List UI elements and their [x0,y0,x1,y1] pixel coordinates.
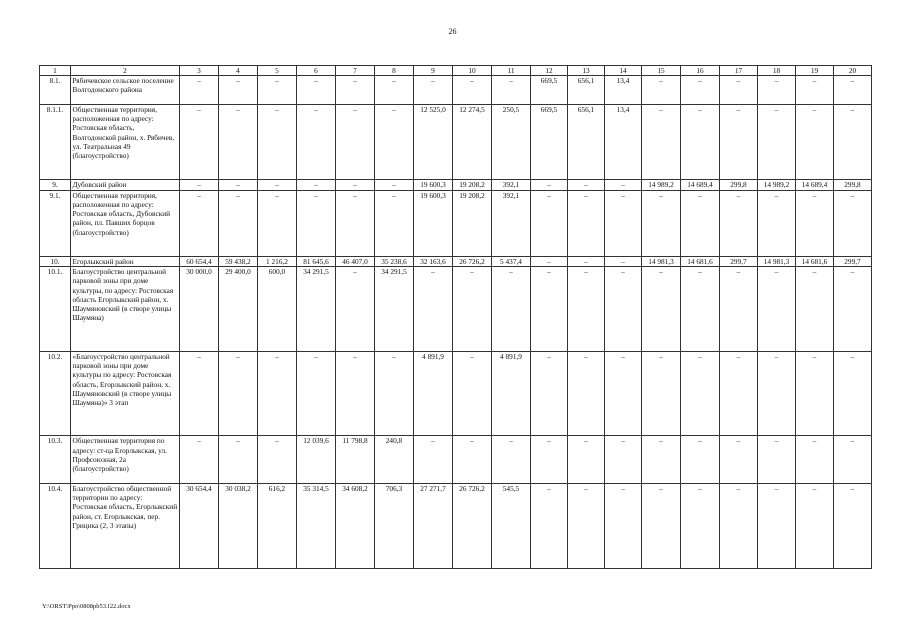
header-cell: 8 [375,66,414,76]
value-cell: – [681,190,720,256]
header-cell: 16 [681,66,720,76]
value-cell: – [492,266,531,351]
value-cell: 35 238,6 [375,256,414,266]
value-cell: – [758,483,796,568]
row-name-cell: Общественная территория, расположенная по адресу: Ростовская область, Волгодонской район, х. Рябичев, ул. Театральная 49 (благоустройство) [71,104,180,179]
value-cell: – [414,76,453,105]
value-cell: 59 438,2 [219,256,258,266]
value-cell: – [219,190,258,256]
value-cell: – [758,436,796,484]
value-cell: – [453,266,492,351]
header-row [40,66,872,76]
value-cell: – [531,180,568,190]
value-cell: 600,0 [258,266,297,351]
value-cell: – [605,351,642,436]
table-row [40,104,872,179]
value-cell: 14 981,3 [758,256,796,266]
value-cell: – [375,76,414,105]
value-cell: 299,8 [720,180,758,190]
value-cell: – [681,266,720,351]
value-cell: 669,5 [531,104,568,179]
value-cell: – [758,266,796,351]
header-cell: 5 [258,66,297,76]
header-cell: 9 [414,66,453,76]
row-number-cell: 10.4. [40,483,71,568]
value-cell: 19 600,3 [414,180,453,190]
value-cell: – [605,436,642,484]
value-cell: – [796,266,834,351]
row-number-cell: 10.2. [40,351,71,436]
value-cell: – [720,436,758,484]
value-cell: – [219,76,258,105]
value-cell: – [297,180,336,190]
value-cell: – [720,104,758,179]
header-cell: 18 [758,66,796,76]
value-cell: – [258,180,297,190]
table-row [40,351,872,436]
value-cell: – [336,190,375,256]
value-cell: 34 291,5 [297,266,336,351]
value-cell: – [531,256,568,266]
row-number-cell: 10.1. [40,266,71,351]
value-cell: – [453,436,492,484]
value-cell: – [758,104,796,179]
value-cell: 81 645,6 [297,256,336,266]
header-cell: 12 [531,66,568,76]
value-cell: 392,1 [492,190,531,256]
row-number-cell: 10.3. [40,436,71,484]
value-cell: – [568,180,605,190]
data-table [39,65,872,569]
value-cell: – [758,351,796,436]
header-cell: 7 [336,66,375,76]
value-cell: 14 989,2 [758,180,796,190]
row-name-cell: «Благоустройство центральной парковой зоны при доме культуры по адресу: Ростовская область, Егорлыкский район, х. Шаумяновский (в створе улицы Шаумяна)» 3 этап [71,351,180,436]
value-cell: – [568,190,605,256]
row-number-cell: 8.1. [40,76,71,105]
header-cell: 20 [834,66,872,76]
value-cell: 27 271,7 [414,483,453,568]
value-cell: 13,4 [605,76,642,105]
value-cell: 29 400,0 [219,266,258,351]
value-cell: 5 437,4 [492,256,531,266]
value-cell: – [531,266,568,351]
table-row [40,180,872,190]
value-cell: – [642,104,681,179]
row-number-cell: 8.1.1. [40,104,71,179]
header-cell: 1 [40,66,71,76]
value-cell: – [531,351,568,436]
header-cell: 11 [492,66,531,76]
value-cell: – [568,483,605,568]
header-cell: 19 [796,66,834,76]
value-cell: – [605,483,642,568]
row-name-cell: Благоустройство центральной парковой зоны при доме культуры, по адресу: Ростовская область Егорлыкский район, х. Шаумяновский (в створе улицы Шаумяна) [71,266,180,351]
value-cell: – [834,266,872,351]
value-cell: – [681,436,720,484]
value-cell: 19 208,2 [453,190,492,256]
header-cell: 6 [297,66,336,76]
value-cell: 30 000,0 [180,266,219,351]
value-cell: – [605,256,642,266]
value-cell: – [258,76,297,105]
value-cell: 30 038,2 [219,483,258,568]
value-cell: 13,4 [605,104,642,179]
value-cell: – [336,266,375,351]
value-cell: – [681,76,720,105]
value-cell: – [834,76,872,105]
value-cell: 34 291,5 [375,266,414,351]
value-cell: 4 891,9 [414,351,453,436]
footer-file-path: Y:\ORST\Ppo\0808pb53.f22.docx [42,603,131,610]
value-cell: – [297,76,336,105]
value-cell: 60 654,4 [180,256,219,266]
value-cell: – [605,266,642,351]
value-cell: – [336,104,375,179]
header-cell: 17 [720,66,758,76]
value-cell: 299,8 [834,180,872,190]
table-row [40,436,872,484]
value-cell: – [297,351,336,436]
header-cell: 14 [605,66,642,76]
value-cell: – [375,104,414,179]
value-cell: – [453,76,492,105]
value-cell: – [219,436,258,484]
value-cell: 14 981,3 [642,256,681,266]
value-cell: – [796,104,834,179]
value-cell: – [720,483,758,568]
value-cell: – [834,436,872,484]
value-cell: – [531,190,568,256]
value-cell: 669,5 [531,76,568,105]
value-cell: – [492,436,531,484]
value-cell: – [219,180,258,190]
table-row [40,483,872,568]
row-number-cell: 10. [40,256,71,266]
header-cell: 4 [219,66,258,76]
value-cell: – [834,351,872,436]
value-cell: 14 689,4 [796,180,834,190]
table-row [40,256,872,266]
value-cell: 545,5 [492,483,531,568]
value-cell: – [642,266,681,351]
value-cell: 12 274,5 [453,104,492,179]
page-number: 26 [448,27,457,36]
value-cell: 19 208,2 [453,180,492,190]
value-cell: – [796,436,834,484]
value-cell: 26 726,2 [453,483,492,568]
value-cell: – [605,190,642,256]
value-cell: – [642,76,681,105]
value-cell: 250,5 [492,104,531,179]
value-cell: – [681,351,720,436]
value-cell: – [258,351,297,436]
value-cell: 11 798,8 [336,436,375,484]
value-cell: 19 600,3 [414,190,453,256]
value-cell: – [492,76,531,105]
value-cell: – [180,190,219,256]
value-cell: 656,1 [568,76,605,105]
value-cell: – [834,104,872,179]
value-cell: – [642,190,681,256]
value-cell: 14 681,6 [681,256,720,266]
row-name-cell: Рябичевское сельское поселение Волгодонского района [71,76,180,105]
value-cell: – [605,180,642,190]
row-name-cell: Дубовский район [71,180,180,190]
value-cell: 240,8 [375,436,414,484]
value-cell: 34 608,2 [336,483,375,568]
value-cell: – [568,351,605,436]
value-cell: – [414,436,453,484]
value-cell: – [568,256,605,266]
value-cell: – [258,436,297,484]
header-cell: 10 [453,66,492,76]
header-cell: 13 [568,66,605,76]
value-cell: – [258,190,297,256]
value-cell: – [642,436,681,484]
value-cell: – [219,104,258,179]
row-name-cell: Егорлыкский район [71,256,180,266]
value-cell: – [796,483,834,568]
value-cell: – [375,190,414,256]
value-cell: – [568,266,605,351]
value-cell: – [453,351,492,436]
value-cell: – [180,351,219,436]
table-row [40,266,872,351]
value-cell: – [531,483,568,568]
table-row [40,190,872,256]
value-cell: 30 654,4 [180,483,219,568]
value-cell: 299,7 [720,256,758,266]
value-cell: – [568,436,605,484]
value-cell: – [180,104,219,179]
value-cell: – [375,351,414,436]
value-cell: 46 407,0 [336,256,375,266]
value-cell: – [180,76,219,105]
header-cell: 3 [180,66,219,76]
value-cell: – [796,76,834,105]
value-cell: – [681,483,720,568]
value-cell: – [531,436,568,484]
row-name-cell: Общественная территория, расположенная по адресу: Ростовская область, Дубовский район, пл. Павших борцов (благоустройство) [71,190,180,256]
value-cell: 392,1 [492,180,531,190]
value-cell: 12 039,6 [297,436,336,484]
row-name-cell: Благоустройство общественной территории по адресу: Ростовская область, Егорлыкский район, ст. Егорлыкская, пер. Грицика (2, 3 этапы) [71,483,180,568]
value-cell: – [642,483,681,568]
value-cell: – [681,104,720,179]
value-cell: – [720,266,758,351]
row-name-cell: Общественная территория по адресу: ст-ца Егорлыкская, ул. Профсоюзная, 2а (благоустройство) [71,436,180,484]
value-cell: – [336,76,375,105]
value-cell: 14 989,2 [642,180,681,190]
value-cell: – [375,180,414,190]
value-cell: – [720,190,758,256]
value-cell: – [834,483,872,568]
value-cell: 656,1 [568,104,605,179]
table-row [40,76,872,105]
value-cell: 12 525,0 [414,104,453,179]
value-cell: – [834,190,872,256]
value-cell: – [297,104,336,179]
value-cell: – [796,351,834,436]
value-cell: – [180,180,219,190]
row-number-cell: 9. [40,180,71,190]
value-cell: – [336,351,375,436]
header-cell: 15 [642,66,681,76]
value-cell: 1 216,2 [258,256,297,266]
row-number-cell: 9.1. [40,190,71,256]
value-cell: – [642,351,681,436]
value-cell: 14 681,6 [796,256,834,266]
value-cell: – [414,266,453,351]
value-cell: – [758,76,796,105]
value-cell: – [720,76,758,105]
value-cell: 32 163,6 [414,256,453,266]
value-cell: 616,2 [258,483,297,568]
value-cell: – [796,190,834,256]
value-cell: – [180,436,219,484]
value-cell: 706,3 [375,483,414,568]
value-cell: – [336,180,375,190]
value-cell: 26 726,2 [453,256,492,266]
header-cell: 2 [71,66,180,76]
value-cell: – [720,351,758,436]
value-cell: 299,7 [834,256,872,266]
value-cell: – [297,190,336,256]
value-cell: – [758,190,796,256]
value-cell: – [219,351,258,436]
value-cell: 4 891,9 [492,351,531,436]
value-cell: 14 689,4 [681,180,720,190]
value-cell: 35 314,5 [297,483,336,568]
value-cell: – [258,104,297,179]
